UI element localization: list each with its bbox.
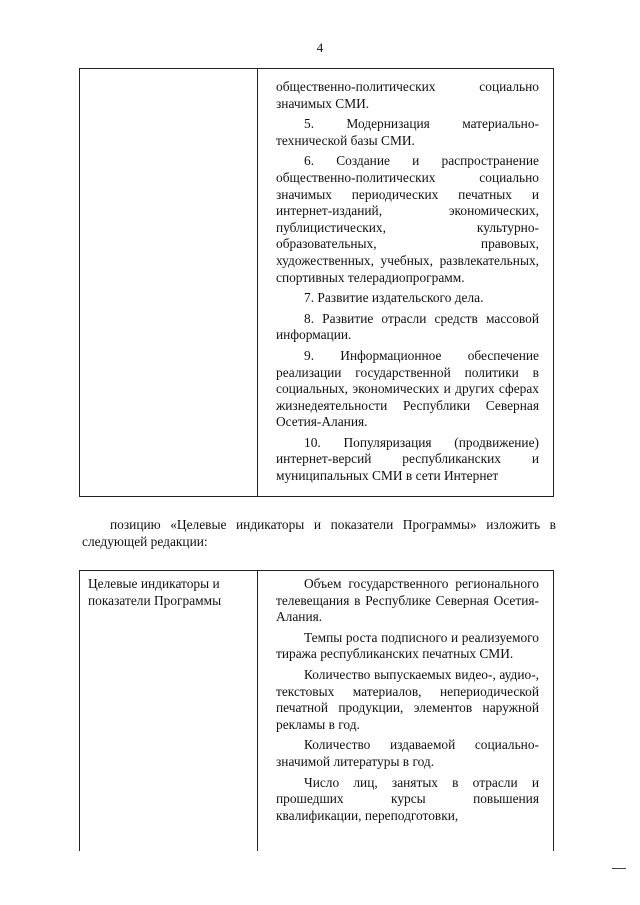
table2-paragraph: Объем государственного регионального телевещания в Республике Северная Осетия-Алания.	[276, 576, 539, 625]
table1-paragraph: 10. Популяризация (продвижение) интернет-версий республиканских и муниципальных СМИ в сети Интернет	[276, 434, 539, 484]
page-number: 4	[316, 40, 324, 55]
indicators-table	[79, 570, 554, 851]
table1-paragraph: 7. Развитие издательского дела.	[304, 290, 484, 306]
table2-paragraph: Число лиц, занятых в отрасли и прошедших курсы повышения квалификации, переподготовки,	[276, 774, 539, 823]
table2-right-cell	[258, 571, 554, 852]
table2-paragraph: Темпы роста подписного и реализуемого тиража республиканских печатных СМИ.	[276, 629, 539, 662]
table2-left-cell	[80, 571, 258, 852]
table1-right-cell	[258, 69, 554, 497]
table1-paragraph: 6. Создание и распространение общественно-политических социально значимых периодических печатных и интернет-изданий, экономических, публицистических, культурно-образовательных, правовых, художественных, учебных, развлекательных, спортивных телерадиопрограмм.	[276, 153, 539, 285]
indicators-heading: Целевые индикаторы и показатели Программы	[88, 576, 222, 608]
intro-paragraph: позицию «Целевые индикаторы и показатели Программы» изложить в следующей редакции:	[82, 517, 556, 549]
program-table-continued	[79, 68, 554, 497]
table1-left-cell	[80, 69, 258, 497]
table2-paragraph: Количество издаваемой социально-значимой литературы в год.	[276, 737, 539, 769]
table1-paragraph: 8. Развитие отрасли средств массовой информации.	[276, 310, 539, 343]
table2-paragraph: Количество выпускаемых видео-, аудио-, текстовых материалов, непериодической печатной продукции, элементов наружной рекламы в год.	[276, 666, 539, 732]
table1-paragraph: общественно-политических социально значимых СМИ.	[276, 79, 539, 111]
scan-edge-mark	[612, 868, 626, 869]
table1-paragraph: 5. Модернизация материально-технической базы СМИ.	[276, 116, 539, 148]
table1-paragraph: 9. Информационное обеспечение реализации государственной политики в социальных, экономических и других сферах жизнедеятельности Республики Северная Осетия-Алания.	[276, 347, 539, 430]
